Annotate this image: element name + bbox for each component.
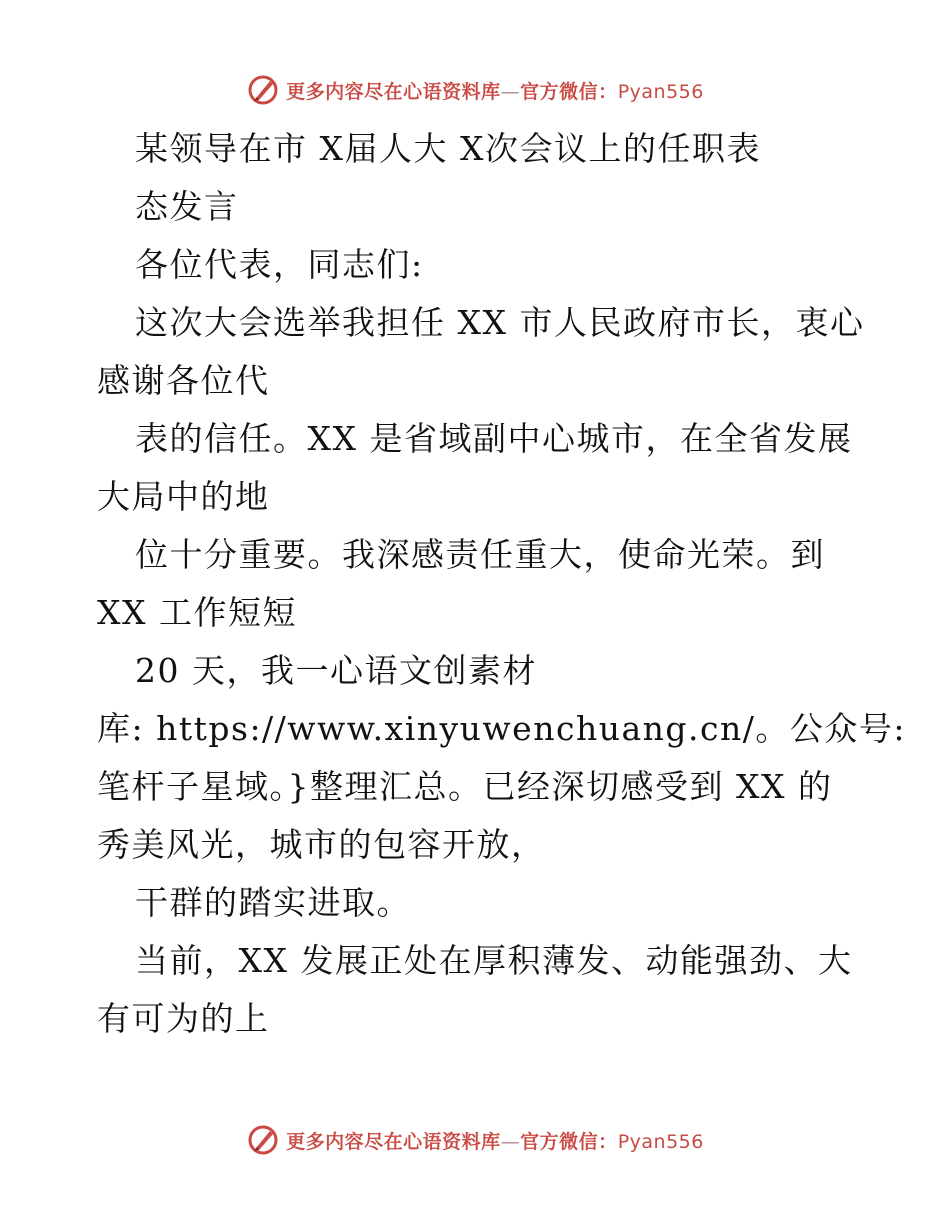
text-line: 20 天，我一心语文创素材 — [135, 651, 537, 690]
pen-logo-icon — [246, 1123, 280, 1157]
text-line: 库: https://www.xinyuwenchuang.cn/。公众号: — [97, 709, 906, 748]
text-line: 当前，XX 发展正处在厚积薄发、动能强劲、大 — [135, 941, 853, 980]
watermark-brand: 更多内容尽在心语资料库 — [286, 1130, 501, 1153]
text-line: 这次大会选举我担任 XX 市人民政府市长，衷心 — [135, 303, 865, 342]
watermark-separator: — — [500, 1130, 521, 1153]
watermark-brand: 更多内容尽在心语资料库 — [286, 80, 501, 103]
text-line: 感谢各位代 — [97, 361, 270, 400]
watermark-official-label: 官方微信： — [520, 1130, 618, 1153]
text-line: 大局中的地 — [97, 477, 270, 516]
footer-watermark — [0, 1120, 950, 1160]
document-body — [97, 120, 906, 1048]
watermark-official-label: 官方微信： — [520, 80, 618, 103]
text-line: 秀美风光，城市的包容开放， — [97, 825, 546, 864]
pen-logo-icon — [246, 73, 280, 107]
watermark-text — [286, 77, 704, 104]
watermark-separator: — — [500, 80, 521, 103]
watermark-wechat-id: Pyan556 — [617, 1130, 704, 1153]
text-line: 笔杆子星域。}整理汇总。已经深切感受到 XX 的 — [97, 767, 833, 806]
text-line: 态发言 — [135, 187, 239, 226]
header-watermark — [0, 70, 950, 110]
text-line: 有可为的上 — [97, 999, 270, 1038]
text-line: 某领导在市 X届人大 X次会议上的任职表 — [135, 129, 761, 168]
text-line: 干群的踏实进取。 — [135, 883, 411, 922]
text-line: 位十分重要。我深感责任重大，使命光荣。到 — [135, 535, 825, 574]
text-line: 各位代表，同志们: — [135, 245, 424, 284]
watermark-wechat-id: Pyan556 — [617, 80, 704, 103]
text-line: 表的信任。XX 是省域副中心城市，在全省发展 — [135, 419, 853, 458]
watermark-text — [286, 1127, 704, 1154]
text-line: XX 工作短短 — [97, 593, 297, 632]
